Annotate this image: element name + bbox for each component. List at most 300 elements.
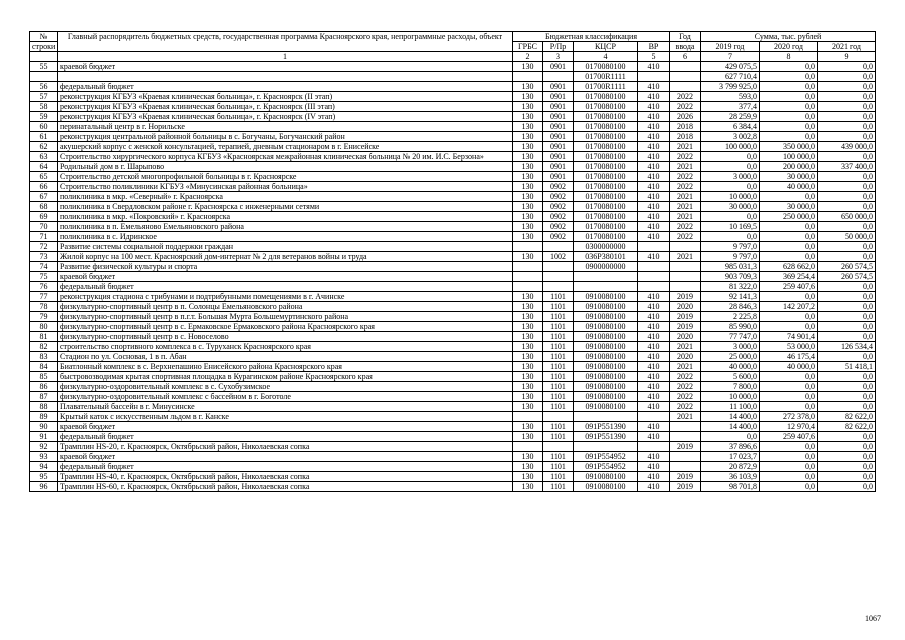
row-number: 83 <box>30 352 58 362</box>
row-2019: 3 002,8 <box>701 132 760 142</box>
row-2019: 0,0 <box>701 232 760 242</box>
row-rpr: 0901 <box>543 102 574 112</box>
row-2021: 0,0 <box>818 302 876 312</box>
col-num: 9 <box>818 52 876 62</box>
row-ksr: 0170080100 <box>574 102 638 112</box>
row-name: реконструкция КГБУЗ «Краевая клиническая больница», г. Красноярск (III этап) <box>58 102 513 112</box>
row-name: Родильный дом в г. Шарыпово <box>58 162 513 172</box>
row-grbs: 130 <box>513 462 543 472</box>
row-2020: 259 407,6 <box>760 282 818 292</box>
row-vr: 410 <box>638 382 670 392</box>
row-ksr: 0170080100 <box>574 212 638 222</box>
row-2019: 25 000,0 <box>701 352 760 362</box>
row-vr: 410 <box>638 152 670 162</box>
row-rpr: 1101 <box>543 342 574 352</box>
row-vr: 410 <box>638 132 670 142</box>
row-2020: 200 000,0 <box>760 162 818 172</box>
row-2020: 369 254,4 <box>760 272 818 282</box>
row-2020: 0,0 <box>760 232 818 242</box>
header-num: № <box>30 32 58 42</box>
row-grbs: 130 <box>513 252 543 262</box>
row-ksr: 0170080100 <box>574 232 638 242</box>
row-name: Развитие физической культуры и спорта <box>58 262 513 272</box>
table-row <box>30 122 876 132</box>
row-2020: 100 000,0 <box>760 152 818 162</box>
row-name: физкультурно-оздоровительный комплекс с бассейном в г. Боготоле <box>58 392 513 402</box>
row-name: поликлиника в мкр. «Покровский» г. Красноярска <box>58 212 513 222</box>
row-rpr: 1101 <box>543 292 574 302</box>
row-ksr: 0300000000 <box>574 242 638 252</box>
row-ksr: 0170080100 <box>574 62 638 72</box>
row-rpr: 0901 <box>543 132 574 142</box>
row-number: 78 <box>30 302 58 312</box>
row-ksr: 0170080100 <box>574 172 638 182</box>
row-year <box>670 72 701 82</box>
row-grbs: 130 <box>513 182 543 192</box>
row-grbs: 130 <box>513 372 543 382</box>
row-2019: 100 000,0 <box>701 142 760 152</box>
row-name: краевой бюджет <box>58 62 513 72</box>
row-year: 2021 <box>670 162 701 172</box>
row-2021: 0,0 <box>818 112 876 122</box>
row-rpr: 1101 <box>543 322 574 332</box>
row-2019: 0,0 <box>701 432 760 442</box>
row-name: федеральный бюджет <box>58 282 513 292</box>
row-ksr: 0910080100 <box>574 362 638 372</box>
row-vr: 410 <box>638 232 670 242</box>
row-number: 56 <box>30 82 58 92</box>
row-vr: 410 <box>638 312 670 322</box>
row-grbs: 130 <box>513 222 543 232</box>
row-grbs <box>513 412 543 422</box>
row-grbs: 130 <box>513 102 543 112</box>
row-2021: 0,0 <box>818 462 876 472</box>
row-2020: 40 000,0 <box>760 362 818 372</box>
row-number: 71 <box>30 232 58 242</box>
row-rpr <box>543 72 574 82</box>
row-2020: 0,0 <box>760 92 818 102</box>
table-row <box>30 462 876 472</box>
row-rpr: 1101 <box>543 382 574 392</box>
row-ksr: 091P554952 <box>574 462 638 472</box>
row-rpr <box>543 262 574 272</box>
row-2021: 0,0 <box>818 452 876 462</box>
row-2020: 30 000,0 <box>760 202 818 212</box>
row-number: 87 <box>30 392 58 402</box>
table-row <box>30 412 876 422</box>
row-name: быстровозводимая крытая спортивная площадка в Курагинском районе Красноярского края <box>58 372 513 382</box>
row-number: 80 <box>30 322 58 332</box>
row-2021: 0,0 <box>818 82 876 92</box>
row-name: поликлиника в мкр. «Северный» г. Красноярска <box>58 192 513 202</box>
row-2020: 0,0 <box>760 102 818 112</box>
row-grbs: 130 <box>513 92 543 102</box>
row-number: 57 <box>30 92 58 102</box>
row-grbs: 130 <box>513 312 543 322</box>
row-year <box>670 242 701 252</box>
row-2021: 0,0 <box>818 282 876 292</box>
row-ksr: 0910080100 <box>574 372 638 382</box>
row-number: 60 <box>30 122 58 132</box>
row-grbs: 130 <box>513 322 543 332</box>
table-row <box>30 132 876 142</box>
row-name: физкультурно-спортивный центр в п.г.т. Большая Мурта Большемуртинского района <box>58 312 513 322</box>
row-2021: 0,0 <box>818 152 876 162</box>
row-name: федеральный бюджет <box>58 82 513 92</box>
row-number: 74 <box>30 262 58 272</box>
row-2021: 0,0 <box>818 382 876 392</box>
row-grbs <box>513 272 543 282</box>
row-vr: 410 <box>638 92 670 102</box>
row-number: 63 <box>30 152 58 162</box>
row-grbs: 130 <box>513 142 543 152</box>
row-2019: 0,0 <box>701 162 760 172</box>
row-2021: 82 622,0 <box>818 422 876 432</box>
col-num: 8 <box>760 52 818 62</box>
row-ksr: 091P551390 <box>574 422 638 432</box>
table-row <box>30 432 876 442</box>
row-number: 94 <box>30 462 58 472</box>
row-year: 2021 <box>670 142 701 152</box>
row-vr: 410 <box>638 402 670 412</box>
row-name: поликлиника в п. Емельяново Емельяновского района <box>58 222 513 232</box>
row-vr: 410 <box>638 342 670 352</box>
row-year <box>670 282 701 292</box>
table-row <box>30 92 876 102</box>
row-number: 64 <box>30 162 58 172</box>
header-year2: ввода <box>670 42 701 52</box>
row-grbs <box>513 282 543 292</box>
row-ksr: 0910080100 <box>574 392 638 402</box>
row-rpr: 1101 <box>543 302 574 312</box>
row-2019: 9 797,0 <box>701 252 760 262</box>
row-vr: 410 <box>638 292 670 302</box>
row-2020: 0,0 <box>760 62 818 72</box>
row-year: 2021 <box>670 192 701 202</box>
row-name: реконструкция стадиона с трибунами и подтрибунными помещениями в г. Ачинске <box>58 292 513 302</box>
table-row <box>30 62 876 72</box>
row-number: 59 <box>30 112 58 122</box>
row-year: 2019 <box>670 292 701 302</box>
row-year <box>670 262 701 272</box>
row-ksr <box>574 412 638 422</box>
row-rpr: 0901 <box>543 82 574 92</box>
table-row <box>30 232 876 242</box>
page-number: 1067 <box>865 614 881 623</box>
row-rpr: 1101 <box>543 472 574 482</box>
row-vr <box>638 442 670 452</box>
row-rpr <box>543 242 574 252</box>
row-number: 66 <box>30 182 58 192</box>
row-year <box>670 272 701 282</box>
table-row <box>30 372 876 382</box>
row-2020: 0,0 <box>760 242 818 252</box>
row-2019: 92 141,3 <box>701 292 760 302</box>
row-grbs: 130 <box>513 432 543 442</box>
header-year: Год <box>670 32 701 42</box>
row-vr: 410 <box>638 452 670 462</box>
row-number: 73 <box>30 252 58 262</box>
row-vr: 410 <box>638 122 670 132</box>
row-grbs: 130 <box>513 402 543 412</box>
row-rpr: 0901 <box>543 142 574 152</box>
row-year: 2022 <box>670 152 701 162</box>
table-row <box>30 352 876 362</box>
row-year: 2022 <box>670 392 701 402</box>
row-ksr: 0900000000 <box>574 262 638 272</box>
row-2021: 0,0 <box>818 102 876 112</box>
row-grbs: 130 <box>513 152 543 162</box>
row-2021: 0,0 <box>818 402 876 412</box>
table-row <box>30 382 876 392</box>
table-row <box>30 442 876 452</box>
table-row <box>30 422 876 432</box>
row-name: физкультурно-оздоровительный комплекс в с. Сухобузимское <box>58 382 513 392</box>
row-ksr <box>574 282 638 292</box>
row-rpr: 0901 <box>543 162 574 172</box>
row-2020: 30 000,0 <box>760 172 818 182</box>
row-rpr: 0901 <box>543 92 574 102</box>
row-2020: 0,0 <box>760 462 818 472</box>
row-2020: 0,0 <box>760 472 818 482</box>
row-vr: 410 <box>638 462 670 472</box>
row-year: 2022 <box>670 402 701 412</box>
row-name: физкультурно-спортивный центр в п. Солонцы Емельяновского района <box>58 302 513 312</box>
table-row <box>30 262 876 272</box>
row-name: Жилой корпус на 100 мест. Красноярский дом-интернат № 2 для ветеранов войны и труда <box>58 252 513 262</box>
row-2019: 3 000,0 <box>701 172 760 182</box>
table-row <box>30 102 876 112</box>
table-row <box>30 362 876 372</box>
row-name: реконструкция КГБУЗ «Краевая клиническая больница», г. Красноярск (IV этап) <box>58 112 513 122</box>
row-year: 2026 <box>670 112 701 122</box>
row-rpr: 1101 <box>543 332 574 342</box>
header-row: строки <box>30 42 58 52</box>
row-grbs: 130 <box>513 162 543 172</box>
table-row <box>30 482 876 492</box>
row-year: 2021 <box>670 412 701 422</box>
column-numbers-row <box>30 52 876 62</box>
row-2020: 0,0 <box>760 402 818 412</box>
row-2019: 85 990,0 <box>701 322 760 332</box>
budget-table <box>29 31 876 492</box>
row-year: 2019 <box>670 322 701 332</box>
row-2019: 11 100,0 <box>701 402 760 412</box>
row-2020: 46 175,4 <box>760 352 818 362</box>
row-ksr: 0170080100 <box>574 192 638 202</box>
row-vr: 410 <box>638 362 670 372</box>
row-name: реконструкция КГБУЗ «Краевая клиническая больница», г. Красноярск (II этап) <box>58 92 513 102</box>
row-name: реконструкция центральной районной больницы в с. Богучаны, Богучанский район <box>58 132 513 142</box>
row-name: краевой бюджет <box>58 422 513 432</box>
row-2019: 377,4 <box>701 102 760 112</box>
row-year: 2018 <box>670 122 701 132</box>
row-ksr: 0170080100 <box>574 142 638 152</box>
row-2019: 9 797,0 <box>701 242 760 252</box>
row-grbs <box>513 242 543 252</box>
row-2020: 53 000,0 <box>760 342 818 352</box>
row-name: Плавательный бассейн в г. Минусинске <box>58 402 513 412</box>
row-name: Строительство детской многопрофильной больницы в г. Красноярске <box>58 172 513 182</box>
row-2020: 0,0 <box>760 252 818 262</box>
row-name: физкультурно-спортивный центр в с. Ермаковское Ермаковского района Красноярского края <box>58 322 513 332</box>
col-num: 7 <box>701 52 760 62</box>
row-2021: 0,0 <box>818 442 876 452</box>
row-grbs: 130 <box>513 342 543 352</box>
table-row <box>30 212 876 222</box>
row-2019: 30 000,0 <box>701 202 760 212</box>
row-ksr: 0170080100 <box>574 112 638 122</box>
row-ksr: 0170080100 <box>574 132 638 142</box>
row-year: 2019 <box>670 312 701 322</box>
row-year: 2021 <box>670 342 701 352</box>
row-grbs: 130 <box>513 472 543 482</box>
row-grbs <box>513 442 543 452</box>
row-2019: 3 000,0 <box>701 342 760 352</box>
row-number: 81 <box>30 332 58 342</box>
row-2019: 0,0 <box>701 152 760 162</box>
row-ksr: 0910080100 <box>574 342 638 352</box>
table-row <box>30 292 876 302</box>
row-grbs: 130 <box>513 172 543 182</box>
row-name: строительство спортивного комплекса в с. Туруханск Красноярского края <box>58 342 513 352</box>
row-vr: 410 <box>638 62 670 72</box>
table-row <box>30 402 876 412</box>
row-grbs: 130 <box>513 132 543 142</box>
col-num: 4 <box>574 52 638 62</box>
row-2020: 74 901,4 <box>760 332 818 342</box>
row-number: 84 <box>30 362 58 372</box>
row-ksr: 01700R1111 <box>574 72 638 82</box>
row-name: физкультурно-спортивный центр в с. Новоселово <box>58 332 513 342</box>
row-2020: 272 378,0 <box>760 412 818 422</box>
row-grbs: 130 <box>513 482 543 492</box>
row-ksr: 0170080100 <box>574 182 638 192</box>
row-number: 62 <box>30 142 58 152</box>
row-number: 76 <box>30 282 58 292</box>
row-name: акушерский корпус с женской консультацией, терапией, дневным стационаром в г. Енисейске <box>58 142 513 152</box>
row-rpr: 0902 <box>543 212 574 222</box>
header-rpr: Р/Пр <box>543 42 574 52</box>
row-2020: 0,0 <box>760 292 818 302</box>
row-grbs: 130 <box>513 392 543 402</box>
row-name: Трамплин HS-60, г. Красноярск, Октябрьский район, Николаевская сопка <box>58 482 513 492</box>
row-2020: 250 000,0 <box>760 212 818 222</box>
row-vr: 410 <box>638 102 670 112</box>
row-rpr <box>543 272 574 282</box>
row-name: поликлиника в с. Идринское <box>58 232 513 242</box>
row-year: 2020 <box>670 302 701 312</box>
row-2020: 0,0 <box>760 382 818 392</box>
row-grbs: 130 <box>513 62 543 72</box>
row-year <box>670 62 701 72</box>
row-name: перинатальный центр в г. Норильске <box>58 122 513 132</box>
row-2019: 985 031,3 <box>701 262 760 272</box>
table-row <box>30 182 876 192</box>
row-rpr: 1101 <box>543 432 574 442</box>
row-number: 82 <box>30 342 58 352</box>
row-2021: 0,0 <box>818 182 876 192</box>
row-year: 2022 <box>670 382 701 392</box>
row-year: 2019 <box>670 472 701 482</box>
row-year <box>670 432 701 442</box>
row-2021: 439 000,0 <box>818 142 876 152</box>
row-2020: 0,0 <box>760 452 818 462</box>
header-budget-class: Бюджетная классификация <box>513 32 670 42</box>
header-name: Главный распорядитель бюджетных средств, государственная программа Красноярского края, непрограммные расходы, объект <box>58 32 513 52</box>
row-2021: 0,0 <box>818 332 876 342</box>
row-number: 96 <box>30 482 58 492</box>
row-2020: 40 000,0 <box>760 182 818 192</box>
row-ksr: 0170080100 <box>574 222 638 232</box>
row-ksr: 0910080100 <box>574 382 638 392</box>
row-rpr: 1101 <box>543 392 574 402</box>
table-row <box>30 162 876 172</box>
header-2019: 2019 год <box>701 42 760 52</box>
row-2019: 14 400,0 <box>701 412 760 422</box>
row-2021: 0,0 <box>818 322 876 332</box>
row-2019: 20 872,9 <box>701 462 760 472</box>
row-rpr: 1101 <box>543 352 574 362</box>
row-year: 2022 <box>670 232 701 242</box>
row-number: 67 <box>30 192 58 202</box>
row-name: федеральный бюджет <box>58 432 513 442</box>
header-sum: Сумма, тыс. рублей <box>701 32 876 42</box>
row-number: 72 <box>30 242 58 252</box>
row-2020: 0,0 <box>760 312 818 322</box>
row-2021: 0,0 <box>818 292 876 302</box>
row-vr: 410 <box>638 432 670 442</box>
row-year: 2022 <box>670 102 701 112</box>
row-vr: 410 <box>638 172 670 182</box>
row-ksr: 0910080100 <box>574 352 638 362</box>
row-2020: 0,0 <box>760 82 818 92</box>
row-number: 58 <box>30 102 58 112</box>
row-2019: 10 000,0 <box>701 192 760 202</box>
row-2021: 0,0 <box>818 352 876 362</box>
row-number: 88 <box>30 402 58 412</box>
row-2021: 0,0 <box>818 312 876 322</box>
row-ksr: 091P551390 <box>574 432 638 442</box>
row-number <box>30 72 58 82</box>
row-2021: 260 574,5 <box>818 262 876 272</box>
row-name: Стадион по ул. Сосновая, 1 в п. Абан <box>58 352 513 362</box>
row-2019: 0,0 <box>701 212 760 222</box>
table-row <box>30 82 876 92</box>
row-2021: 260 574,5 <box>818 272 876 282</box>
col-num <box>30 52 58 62</box>
row-2019: 6 384,4 <box>701 122 760 132</box>
row-year: 2020 <box>670 352 701 362</box>
row-year: 2020 <box>670 332 701 342</box>
row-number: 75 <box>30 272 58 282</box>
row-2019: 17 023,7 <box>701 452 760 462</box>
table-row <box>30 322 876 332</box>
row-2021: 0,0 <box>818 242 876 252</box>
row-ksr: 0910080100 <box>574 332 638 342</box>
row-grbs: 130 <box>513 82 543 92</box>
row-2020: 0,0 <box>760 482 818 492</box>
row-2019: 0,0 <box>701 182 760 192</box>
row-rpr: 1101 <box>543 402 574 412</box>
row-number: 55 <box>30 62 58 72</box>
header-2021: 2021 год <box>818 42 876 52</box>
row-rpr: 0902 <box>543 202 574 212</box>
row-rpr: 1101 <box>543 312 574 322</box>
row-year: 2019 <box>670 482 701 492</box>
row-rpr: 0902 <box>543 232 574 242</box>
row-name: краевой бюджет <box>58 272 513 282</box>
